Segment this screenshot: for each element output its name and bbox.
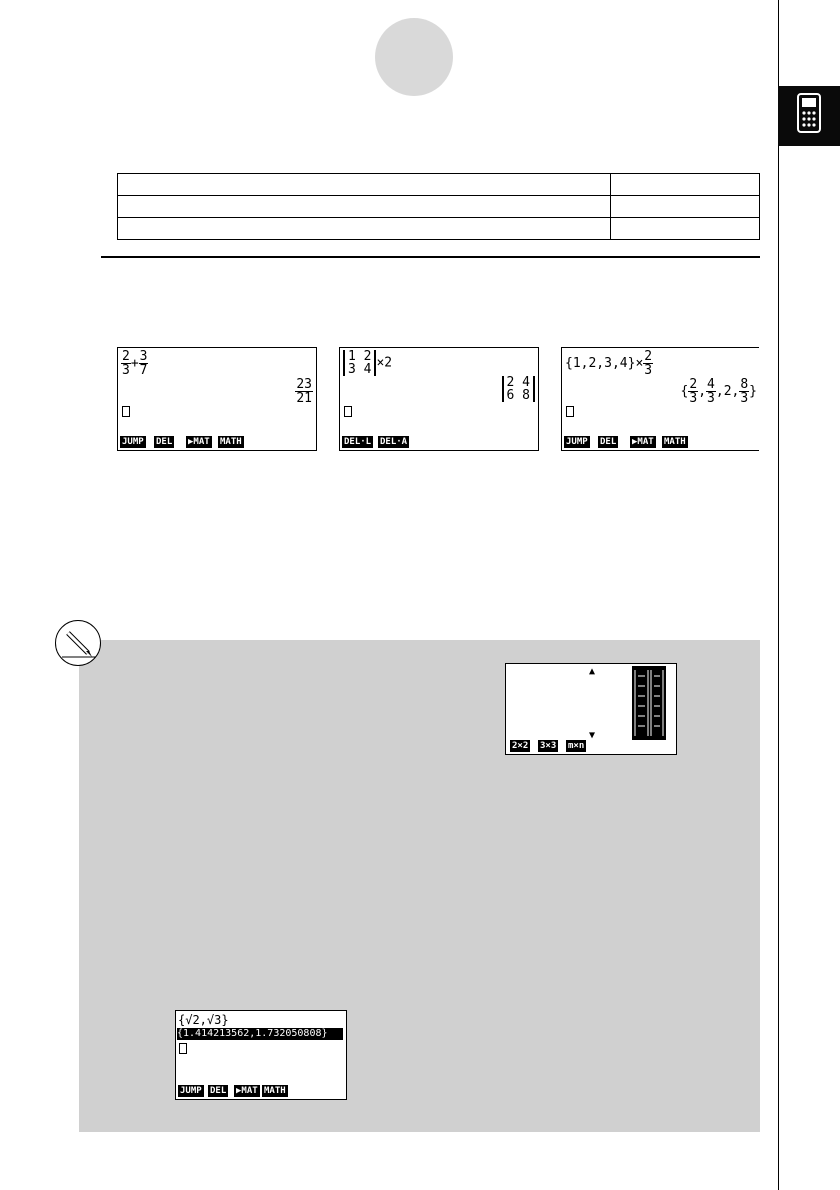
softkey-math[interactable]: MATH: [264, 1086, 286, 1096]
fraction-expression: $\frac{2}{3}$ + $\frac{3}{7}$: [122, 349, 148, 378]
matrix-expression: 1 2 3 4 ×2: [343, 350, 392, 376]
cursor: [122, 406, 130, 417]
fraction-result: $\frac{23}{21}$: [296, 377, 312, 406]
sqrt-expression: {√2,√3}: [178, 1013, 229, 1027]
calc-screen-list: [561, 347, 759, 451]
table-row: [118, 218, 760, 240]
scroll-down-arrow-icon: ▼: [589, 730, 596, 741]
softkey-mat[interactable]: ▶MAT: [188, 437, 210, 447]
softkey-jump[interactable]: JUMP: [122, 437, 144, 447]
softkey-del[interactable]: DEL: [600, 437, 617, 447]
softkey-3x3[interactable]: 3×3: [540, 741, 557, 751]
sqrt-result: {1.414213562,1.732050808}: [177, 1028, 343, 1040]
calc-screen-matrix-menu: [505, 663, 677, 755]
calculator-icon: [778, 86, 840, 146]
chapter-circle: [375, 18, 453, 96]
softkey-math[interactable]: MATH: [220, 437, 242, 447]
softkey-del[interactable]: DEL: [210, 1086, 227, 1096]
table-row: [118, 196, 760, 218]
matrix-result: 2 4 6 8: [502, 376, 535, 402]
calc-screen-fraction: [117, 347, 317, 451]
sidebar-divider: [778, 0, 779, 1190]
softkey-mxn[interactable]: m×n: [568, 741, 585, 751]
note-pencil-icon: [55, 620, 101, 666]
softkey-2x2[interactable]: 2×2: [512, 741, 529, 751]
softkey-mat[interactable]: ▶MAT: [236, 1086, 258, 1096]
softkey-del-line[interactable]: DEL·L: [344, 437, 372, 447]
calc-screen-sqrt-list: [175, 1010, 347, 1100]
scroll-up-arrow-icon: ▲: [589, 666, 596, 677]
cursor: [566, 406, 574, 417]
list-expression: {1,2,3,4}× $\frac{2}{3}$: [565, 349, 653, 378]
table-row: [118, 174, 760, 196]
cursor: [344, 406, 352, 417]
list-result: { $\frac{2}{3}$ , $\frac{4}{3}$ ,2, $\frac{8}{3}$ }: [680, 377, 757, 406]
softkey-jump[interactable]: JUMP: [180, 1086, 202, 1096]
matrix-template-list[interactable]: [632, 666, 666, 740]
settings-table: [117, 173, 760, 240]
section-rule: [101, 256, 760, 258]
softkey-jump[interactable]: JUMP: [566, 437, 588, 447]
softkey-del[interactable]: DEL: [156, 437, 173, 447]
chapter-tab[interactable]: [778, 86, 840, 146]
calc-screen-matrix: [339, 347, 539, 451]
softkey-mat[interactable]: ▶MAT: [632, 437, 654, 447]
softkey-del-all[interactable]: DEL·A: [380, 437, 408, 447]
cursor: [179, 1043, 187, 1054]
softkey-math[interactable]: MATH: [664, 437, 686, 447]
